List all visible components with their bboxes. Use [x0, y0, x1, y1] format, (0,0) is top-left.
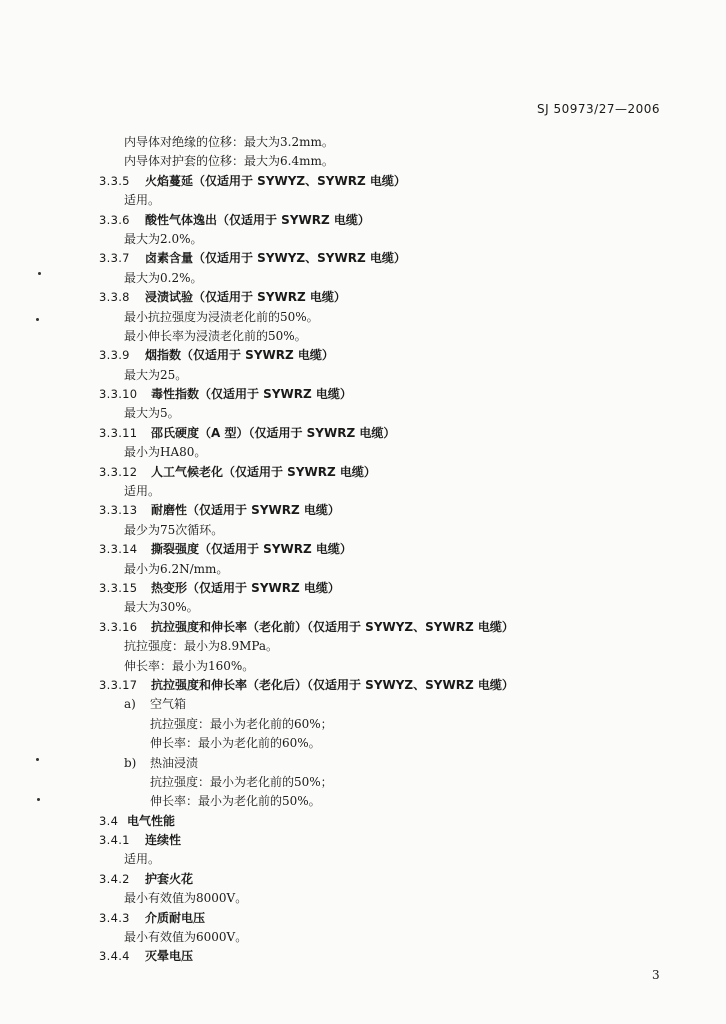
document-line	[0, 850, 726, 869]
document-line	[0, 928, 726, 947]
document-line	[0, 249, 726, 268]
document-line	[0, 676, 726, 695]
document-line	[0, 308, 726, 327]
sub-item-text: 抗拉强度：最小为老化前的60%；	[150, 716, 333, 731]
clause-heading: 毒性指数（仅适用于 SYWRZ 电缆）	[151, 387, 352, 402]
clause-heading: 烟指数（仅适用于 SYWRZ 电缆）	[145, 348, 334, 363]
document-line	[0, 831, 726, 850]
clause-heading: 浸渍试验（仅适用于 SYWRZ 电缆）	[145, 290, 346, 305]
clause-heading: 酸性气体逸出（仅适用于 SYWRZ 电缆）	[145, 212, 370, 227]
body-text: 最大为5。	[124, 406, 180, 421]
document-line	[0, 812, 726, 831]
clause-heading: 火焰蔓延（仅适用于 SYWYZ、SYWRZ 电缆）	[145, 173, 406, 188]
body-text: 最小为6.2N/mm。	[124, 561, 229, 576]
standard-code: SJ 50973/27—2006	[537, 102, 660, 116]
section-number: 3.4	[99, 813, 119, 828]
clause-number: 3.4.2	[99, 871, 130, 886]
clause-heading: 介质耐电压	[145, 910, 206, 925]
body-text: 最小有效值为6000V。	[124, 930, 248, 945]
body-text: 最少为75次循环。	[124, 522, 224, 537]
document-line	[0, 560, 726, 579]
document-line	[0, 230, 726, 249]
clause-number: 3.3.14	[99, 542, 138, 557]
body-text: 内导体对绝缘的位移：最大为3.2mm。	[124, 135, 334, 149]
sub-item-text: 抗拉强度：最小为老化前的50%；	[150, 774, 333, 789]
body-text: 最小有效值为8000V。	[124, 891, 248, 906]
sub-item-text: 伸长率：最小为老化前的50%。	[150, 794, 321, 809]
clause-number: 3.3.6	[99, 212, 130, 227]
clause-heading: 耐磨性（仅适用于 SYWRZ 电缆）	[151, 503, 340, 518]
document-line	[0, 501, 726, 520]
clause-number: 3.3.15	[99, 580, 138, 595]
clause-heading: 撕裂强度（仅适用于 SYWRZ 电缆）	[151, 542, 352, 557]
document-line	[0, 598, 726, 617]
document-line	[0, 657, 726, 676]
body-text: 最小抗拉强度为浸渍老化前的50%。	[124, 309, 319, 324]
document-line	[0, 715, 726, 734]
document-line	[0, 947, 726, 966]
document-line	[0, 870, 726, 889]
body-text: 最大为30%。	[124, 600, 199, 615]
document-line	[0, 618, 726, 637]
document-line	[0, 211, 726, 230]
body-text: 最大为0.2%。	[124, 270, 203, 285]
document-line	[0, 366, 726, 385]
clause-heading: 人工气候老化（仅适用于 SYWRZ 电缆）	[151, 464, 376, 479]
body-text: 适用。	[124, 193, 161, 208]
document-line	[0, 385, 726, 404]
page-number: 3	[652, 968, 660, 982]
body-text: 适用。	[124, 852, 161, 867]
document-line	[0, 443, 726, 462]
clause-number: 3.3.7	[99, 251, 130, 266]
body-text: 最小伸长率为浸渍老化前的50%。	[124, 328, 307, 343]
document-line	[0, 327, 726, 346]
document-line	[0, 424, 726, 443]
sub-item-text: 热油浸渍	[150, 755, 199, 770]
scan-speck	[38, 272, 41, 275]
clause-number: 3.3.17	[99, 677, 138, 692]
body-text: 伸长率：最小为160%。	[124, 658, 255, 673]
clause-heading: 热变形（仅适用于 SYWRZ 电缆）	[151, 580, 340, 595]
scan-speck	[36, 318, 39, 321]
document-line	[0, 889, 726, 908]
document-line	[0, 463, 726, 482]
clause-heading: 邵氏硬度（A 型）（仅适用于 SYWRZ 电缆）	[151, 425, 396, 440]
document-line	[0, 269, 726, 288]
clause-number: 3.4.4	[99, 949, 130, 964]
document-line	[0, 792, 726, 811]
clause-heading: 灭晕电压	[145, 949, 194, 964]
clause-heading: 连续性	[145, 833, 182, 848]
clause-number: 3.3.8	[99, 290, 130, 305]
scan-speck	[36, 758, 39, 761]
clause-heading: 护套火花	[145, 871, 194, 886]
clause-number: 3.3.13	[99, 503, 138, 518]
clause-number: 3.4.3	[99, 910, 130, 925]
sub-item-label: a)	[124, 697, 136, 712]
clause-number: 3.3.12	[99, 464, 138, 479]
body-text: 内导体对护套的位移：最大为6.4mm。	[124, 154, 334, 169]
document-line	[0, 754, 726, 773]
body-text: 最大为25。	[124, 367, 188, 382]
document-line	[0, 579, 726, 598]
document-line	[0, 695, 726, 714]
clause-number: 3.3.9	[99, 348, 130, 363]
document-line	[0, 172, 726, 191]
scan-speck	[37, 798, 40, 801]
document-line	[0, 773, 726, 792]
section-heading: 电气性能	[127, 813, 176, 828]
body-text: 适用。	[124, 484, 161, 499]
body-text: 最大为2.0%。	[124, 231, 203, 246]
clause-number: 3.3.10	[99, 387, 138, 402]
clause-number: 3.3.11	[99, 425, 138, 440]
document-line	[0, 482, 726, 501]
document-line	[0, 404, 726, 423]
document-line	[0, 346, 726, 365]
clause-heading: 抗拉强度和伸长率（老化前）（仅适用于 SYWYZ、SYWRZ 电缆）	[151, 619, 514, 634]
document-line	[0, 909, 726, 928]
clause-heading: 卤素含量（仅适用于 SYWYZ、SYWRZ 电缆）	[145, 251, 406, 266]
document-line	[0, 191, 726, 210]
document-line	[0, 521, 726, 540]
document-body	[0, 133, 726, 967]
body-text: 抗拉强度：最小为8.9MPa。	[124, 639, 279, 654]
document-line	[0, 637, 726, 656]
document-line	[0, 734, 726, 753]
document-line	[0, 152, 726, 171]
document-line	[0, 288, 726, 307]
document-line	[0, 133, 726, 152]
body-text: 最小为HA80。	[124, 445, 207, 460]
clause-heading: 抗拉强度和伸长率（老化后）（仅适用于 SYWYZ、SYWRZ 电缆）	[151, 677, 514, 692]
sub-item-label: b)	[124, 755, 137, 770]
sub-item-text: 伸长率：最小为老化前的60%。	[150, 736, 321, 751]
document-line	[0, 540, 726, 559]
clause-number: 3.3.16	[99, 619, 138, 634]
clause-number: 3.3.5	[99, 173, 130, 188]
sub-item-text: 空气箱	[150, 697, 187, 712]
clause-number: 3.4.1	[99, 833, 130, 848]
